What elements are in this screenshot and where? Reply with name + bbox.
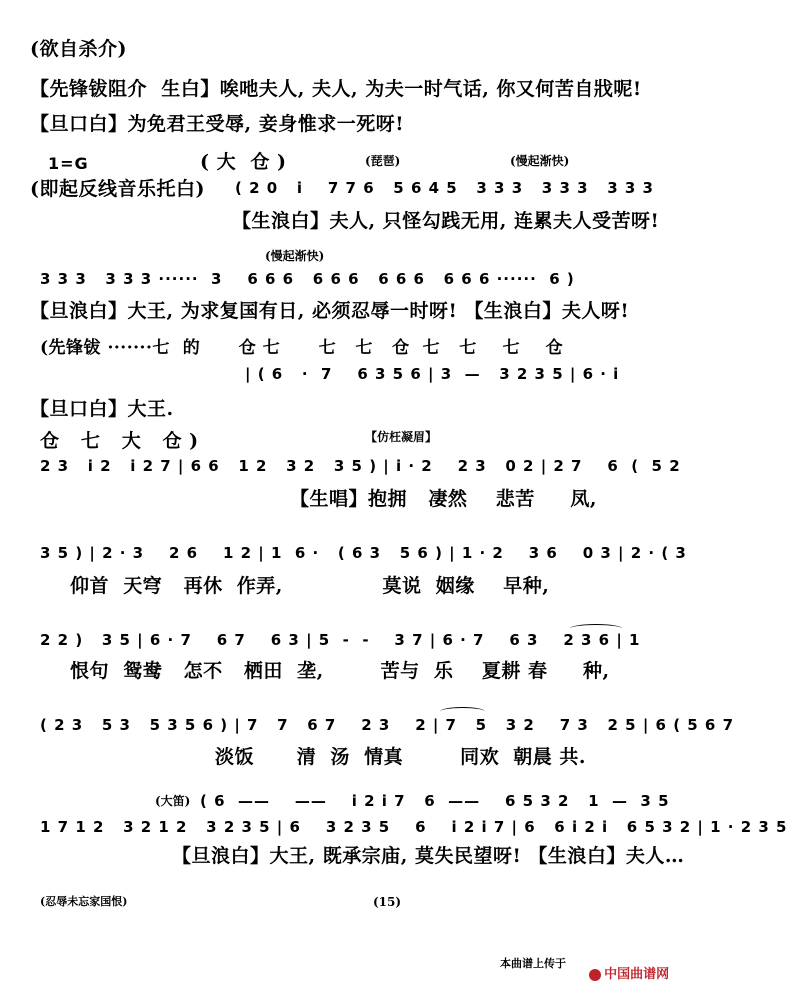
page-number: (15) — [373, 895, 402, 909]
tempo-marking: (慢起渐快) — [510, 154, 570, 168]
tempo-marking: (慢起渐快) — [265, 249, 325, 263]
tune-name: 【仿枉凝眉】 — [365, 430, 438, 444]
lyric-line: 【生唱】抱拥 凄然 悲苦 凤, — [290, 488, 597, 510]
lyric-line: 仰首 天穹 再休 作弄, 莫说 姻缘 早种, — [70, 575, 550, 597]
footer-caption: (忍辱未忘家国恨) — [40, 895, 128, 908]
logo-text: 中国曲谱网 — [604, 967, 670, 982]
percussion-cue: ( 大 仓 ) — [200, 151, 287, 173]
dialogue-line: 【先锋钹阻介 生白】唉吔夫人, 夫人, 为夫一时气话, 你又何苦自戕呢! — [30, 78, 642, 100]
notation-line: | ( 6 · 7 6 3 5 6 | 3 — 3 2 3 5 | 6 · i — [245, 365, 620, 383]
notation-line: 3 5 ) | 2 · 3 2 6 1 2 | 1 6 · ( 6 3 5 6 ) | 1 · 2 3 6 0 3 | 2 · ( 3 — [40, 544, 687, 562]
slur-arc — [440, 707, 485, 716]
logo-icon — [589, 969, 601, 981]
percussion-cue: 仓 七 大 仓 ) — [40, 430, 199, 452]
dialogue-line: 【旦浪白】大王, 既承宗庙, 莫失民望呀! 【生浪白】夫人… — [172, 845, 685, 867]
notation-line: ( 2 3 5 3 5 3 5 6 ) | 7 7 6 7 2 3 2 | 7 5 3 2 7 3 2 5 | 6 ( 5 6 7 — [40, 716, 735, 734]
instrument-cue: (大笛) — [155, 794, 191, 808]
dialogue-line: 【旦口白】为免君王受辱, 妾身惟求一死呀! — [30, 113, 405, 135]
dialogue-line: 【旦浪白】大王, 为求复国有日, 必须忍辱一时呀! 【生浪白】夫人呀! — [30, 300, 630, 322]
instrument-cue: (琵琶) — [365, 154, 401, 168]
stage-direction: (欲自杀介) — [30, 38, 127, 60]
notation-line: 2 2 ) 3 5 | 6 · 7 6 7 6 3 | 5 - - 3 7 | 6 · 7 6 3 2 3 6 | 1 — [40, 631, 641, 649]
lyric-line: 淡饭 清 汤 情真 同欢 朝晨 共. — [215, 746, 587, 768]
dialogue-line: 【旦口白】大王. — [30, 398, 174, 420]
percussion-cue: (先锋钹 ·······七 的 仓 七 七 七 仓 七 七 七 仓 — [40, 338, 564, 358]
notation-line: ( 6 —— —— i 2 i 7 6 —— 6 5 3 2 1 — 3 5 — [200, 792, 670, 810]
notation-line: 2 3 i 2 i 2 7 | 6 6 1 2 3 2 3 5 ) | i · 2 2 3 0 2 | 2 7 6 ( 5 2 — [40, 457, 681, 475]
notation-line: 3 3 3 3 3 3 ······ 3 6 6 6 6 6 6 6 6 6 6 6 6 ······ 6 ) — [40, 270, 575, 288]
upload-note: 本曲谱上传于 — [500, 957, 566, 970]
dialogue-line: 【生浪白】夫人, 只怪勾践无用, 连累夫人受苦呀! — [232, 210, 660, 232]
notation-line: ( 2 0 i 7 7 6 5 6 4 5 3 3 3 3 3 3 3 3 3 — [235, 179, 654, 197]
stage-direction: (即起反线音乐托白) — [30, 178, 205, 200]
site-logo — [580, 955, 669, 981]
lyric-line: 恨句 鸳鸯 怎不 栖田 垄, 苦与 乐 夏耕 春 种, — [70, 660, 610, 682]
key-signature: 1=G — [48, 154, 89, 173]
notation-line: 1 7 1 2 3 2 1 2 3 2 3 5 | 6 3 2 3 5 6 i 2 i 7 | 6 6 i 2 i 6 5 3 2 | 1 · 2 3 5 — [40, 818, 787, 836]
